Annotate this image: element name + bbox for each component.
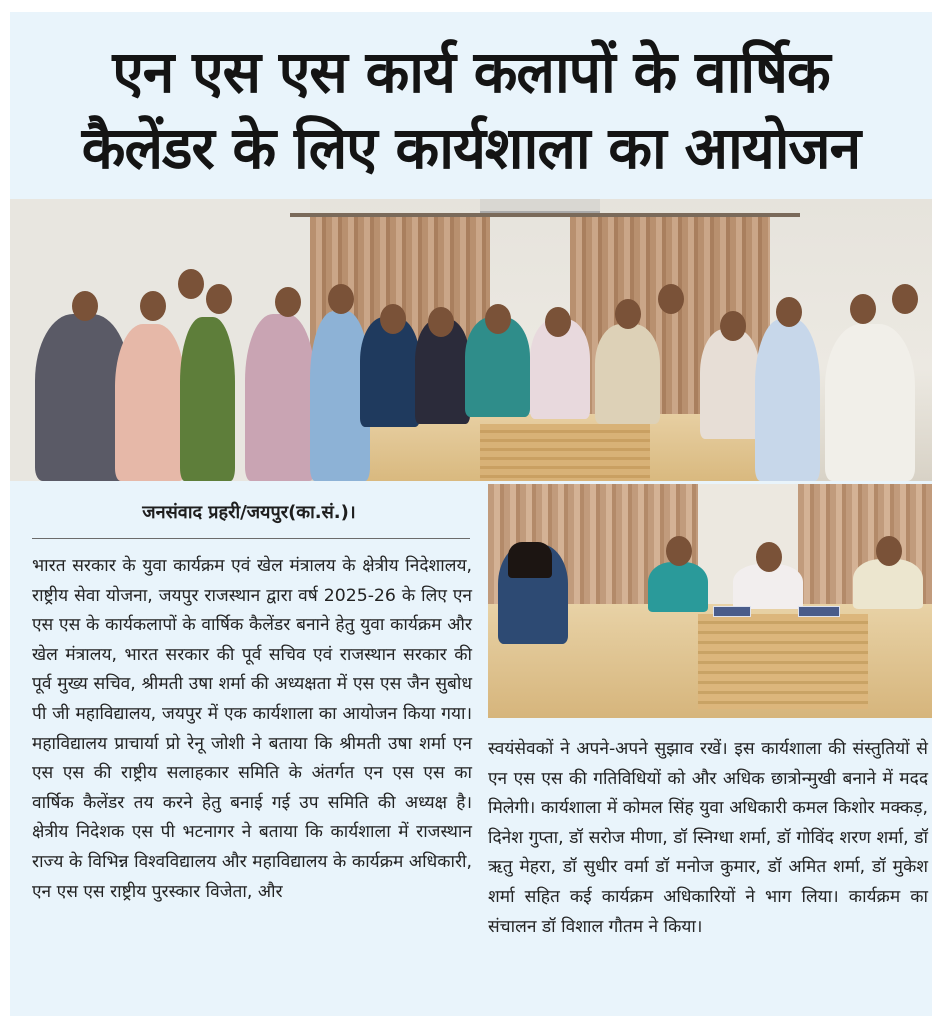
newspaper-clipping	[10, 12, 932, 1016]
person-head	[756, 542, 782, 572]
person-head	[380, 304, 406, 334]
person-head	[545, 307, 571, 337]
person	[245, 314, 315, 481]
headline	[10, 12, 932, 195]
air-conditioner	[480, 199, 600, 213]
headline-line-1: एन एस एस कार्य कलापों के वार्षिक	[112, 38, 830, 106]
person-head	[658, 284, 684, 314]
person-head	[892, 284, 918, 314]
name-card	[798, 606, 840, 617]
person	[180, 317, 235, 481]
person	[648, 562, 708, 612]
article-text-right: स्वयंसेवकों ने अपने-अपने सुझाव रखें। इस कार्यशाला की संस्तुतियों से एन एस एस की गतिविधियों को और अधिक छात्रोन्मुखी बनाने में मदद मिलेगी। कार्यशाला में कोमल सिंह युवा अधिकारी कमल किशोर मक्कड़, दिनेश गुप्ता, डॉ सरोज मीणा, डॉ स्निग्धा शर्मा, डॉ गोविंद शरण शर्मा, डॉ ऋतु मेहरा, डॉ सुधीर वर्मा डॉ मनोज कुमार, डॉ अमित शर्मा, डॉ मुकेश शर्मा सहित कई कार्यक्रम अधिकारियों ने भाग लिया। कार्यक्रम का संचालन डॉ विशाल गौतम ने किया।	[488, 739, 928, 937]
person-head	[615, 299, 641, 329]
person	[755, 319, 820, 481]
person-head	[876, 536, 902, 566]
person-head	[850, 294, 876, 324]
article-column-right	[488, 735, 928, 942]
article-text-left: भारत सरकार के युवा कार्यक्रम एवं खेल मंत्रालय के क्षेत्रीय निदेशालय, राष्ट्रीय सेवा योजना, जयपुर राजस्थान द्वारा वर्ष 2025-26 के लिए एन एस एस के कार्यकलापों के वार्षिक कैलेंडर बनाने हेतु युवा कार्यक्रम और खेल मंत्रालय, भारत सरकार की पूर्व सचिव एवं राजस्थान सरकार की पूर्व मुख्य सचिव, श्रीमती उषा शर्मा की अध्यक्षता में एस एस जैन सुबोध पी जी महाविद्यालय, जयपुर में एक कार्यशाला का आयोजन किया गया। महाविद्यालय प्राचार्या प्रो रेनू जोशी ने बताया कि श्रीमती उषा शर्मा एन एस एस की राष्ट्रीय सलाहकार समिति के अंतर्गत एन एस एस का वार्षिक कैलेंडर तय करने हेतु बनाई गई उप समिति की अध्यक्ष है। क्षेत्रीय निदेशक एस पी भटनागर ने बताया कि कार्यशाला में राजस्थान राज्य के विभिन्न विश्वविद्यालय और महाविद्यालय के कार्यक्रम अधिकारी, एन एस एस राष्ट्रीय पुरस्कार विजेता, और	[32, 556, 472, 902]
headline-line-2: कैलेंडर के लिए कार्यशाला का आयोजन	[81, 114, 861, 182]
meeting-photo	[488, 484, 932, 718]
person	[595, 324, 660, 424]
person	[700, 329, 760, 439]
person-head	[178, 269, 204, 299]
person-head	[666, 536, 692, 566]
person-head	[140, 291, 166, 321]
person-head	[328, 284, 354, 314]
byline-divider	[32, 538, 470, 539]
group-photo	[10, 199, 932, 481]
person	[825, 324, 915, 481]
byline: जनसंवाद प्रहरी/जयपुर(का.सं.)।	[142, 502, 356, 523]
article-column-left	[32, 552, 472, 907]
person	[115, 324, 185, 481]
person-head	[776, 297, 802, 327]
person-head	[428, 307, 454, 337]
person	[853, 559, 923, 609]
conference-table-front	[480, 424, 650, 481]
person-head	[720, 311, 746, 341]
person-hair	[508, 542, 552, 578]
person-head	[72, 291, 98, 321]
person-head	[485, 304, 511, 334]
conference-table-front	[698, 614, 868, 709]
person-head	[206, 284, 232, 314]
person-head	[275, 287, 301, 317]
name-card	[713, 606, 751, 617]
